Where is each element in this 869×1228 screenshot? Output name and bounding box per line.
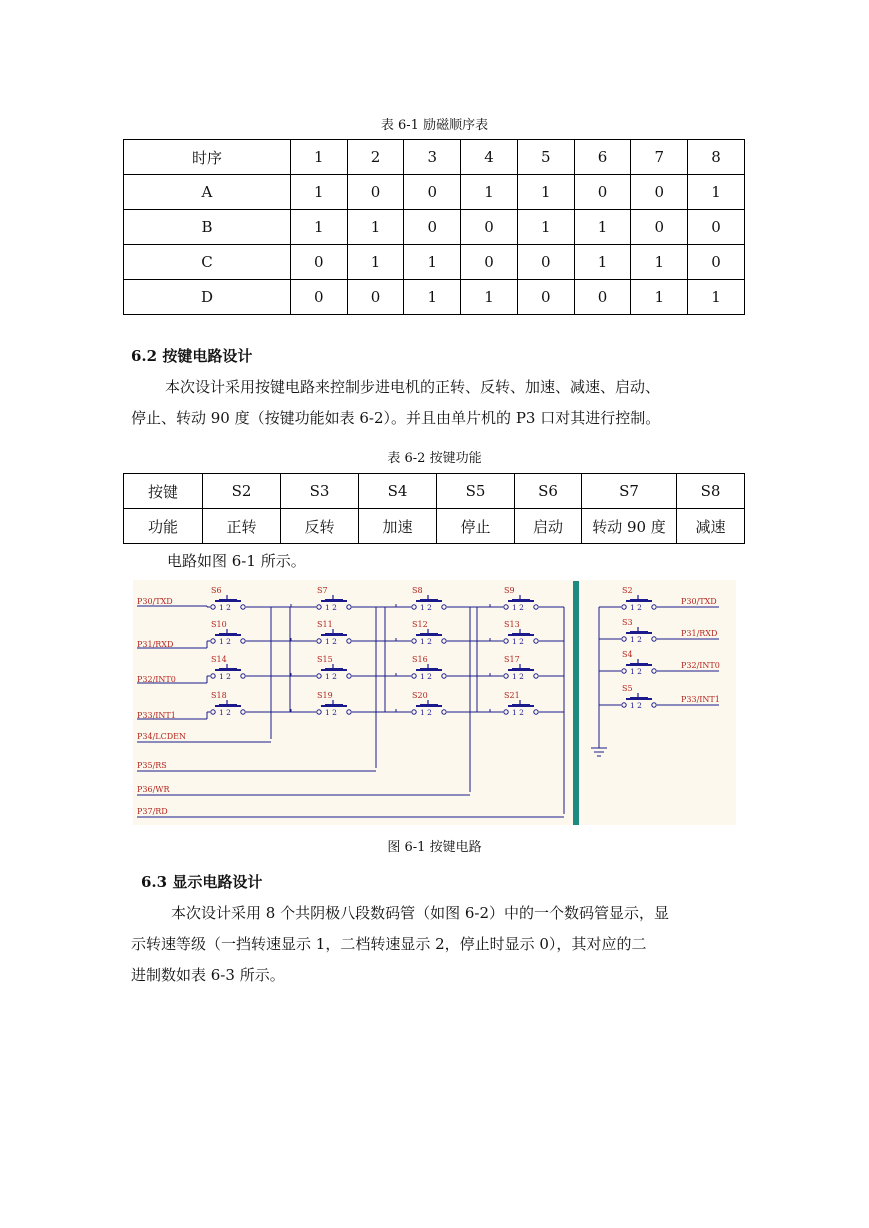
switch-contact: [215, 705, 241, 707]
paragraph-line: 示转速等级（一挡转速显示 1，二档转速显示 2，停止时显示 0），其对应的二: [131, 935, 647, 953]
table-cell: S8: [677, 474, 745, 509]
table-cell: 6: [574, 140, 631, 175]
table-row: [124, 140, 745, 175]
switch-label: S6: [211, 586, 222, 595]
table-cell: 0: [461, 245, 518, 280]
pin-numbers: 1 2: [325, 603, 337, 612]
switch-contact: [321, 600, 347, 602]
pin-numbers: 1 2: [512, 603, 524, 612]
switch-contact: [626, 698, 652, 700]
switch-label: S8: [412, 586, 423, 595]
pin-label: P33/INT1: [137, 711, 176, 720]
table-cell: 0: [574, 280, 631, 315]
switch-label: S19: [317, 691, 333, 700]
key-circuit-diagram: [133, 580, 736, 825]
switch-label: S21: [504, 691, 520, 700]
switch-label: S9: [504, 586, 515, 595]
pin-numbers: 1 2: [325, 672, 337, 681]
switch-label: S18: [211, 691, 227, 700]
switch-contact: [321, 634, 347, 636]
switch-label: S5: [622, 684, 633, 693]
table1-caption: 表 6-1 励磁顺序表: [380, 118, 489, 133]
table-cell: 0: [574, 175, 631, 210]
switch-contact: [416, 600, 442, 602]
pin-numbers: 1 2: [325, 708, 337, 717]
table-cell: 反转: [281, 509, 359, 544]
switch-contact: [321, 669, 347, 671]
switch-contact: [508, 669, 534, 671]
pin-numbers: 1 2: [630, 701, 642, 710]
table-row: [124, 280, 745, 315]
divider-bar: [573, 581, 579, 825]
switch-label: S11: [317, 620, 333, 629]
pin-label: P36/WR: [137, 785, 170, 794]
table-cell: 0: [517, 245, 574, 280]
pin-label: P31/RXD: [681, 629, 718, 638]
paragraph-line: 停止、转动 90 度（按键功能如表 6-2）。并且由单片机的 P3 口对其进行控制。: [131, 409, 661, 427]
switch-contact: [508, 600, 534, 602]
table-cell: 2: [347, 140, 404, 175]
table-cell: S2: [203, 474, 281, 509]
switch-label: S20: [412, 691, 428, 700]
switch-label: S17: [504, 655, 520, 664]
table-cell: 1: [290, 210, 347, 245]
figure-caption: 图 6-1 按键电路: [387, 840, 482, 855]
table-row: [124, 175, 745, 210]
switch-contact: [215, 634, 241, 636]
section-heading-6-3: 6.3 显示电路设计: [141, 873, 263, 891]
switch-label: S12: [412, 620, 428, 629]
pin-label: P30/TXD: [137, 597, 173, 606]
pin-label: P37/RD: [137, 807, 168, 816]
table-cell: B: [124, 210, 291, 245]
paragraph-line: 进制数如表 6-3 所示。: [131, 966, 285, 984]
pin-numbers: 1 2: [512, 708, 524, 717]
table-cell: 0: [461, 210, 518, 245]
diagram-background: [133, 580, 736, 825]
switch-label: S2: [622, 586, 633, 595]
switch-contact: [215, 600, 241, 602]
table-cell: 0: [688, 245, 745, 280]
switch-contact: [508, 705, 534, 707]
table-cell: 正转: [203, 509, 281, 544]
switch-label: S14: [211, 655, 227, 664]
pin-label: P34/LCDEN: [137, 732, 186, 741]
table-cell: 1: [688, 175, 745, 210]
table-cell: 1: [517, 175, 574, 210]
table-cell: 0: [347, 175, 404, 210]
table-cell: 转动 90 度: [582, 509, 677, 544]
pin-label: P32/INT0: [137, 675, 176, 684]
switch-contact: [508, 634, 534, 636]
table-cell: 减速: [677, 509, 745, 544]
excitation-sequence-table: [123, 139, 745, 315]
table-row: [124, 474, 745, 509]
pin-numbers: 1 2: [325, 637, 337, 646]
switch-contact: [626, 600, 652, 602]
table-cell: S4: [359, 474, 437, 509]
table-cell: 1: [688, 280, 745, 315]
pin-numbers: 1 2: [420, 603, 432, 612]
table-cell: 8: [688, 140, 745, 175]
section-heading-6-2: 6.2 按键电路设计: [131, 347, 253, 365]
table-cell: S5: [437, 474, 515, 509]
table-cell: S3: [281, 474, 359, 509]
pin-numbers: 1 2: [420, 708, 432, 717]
table-cell: 0: [404, 175, 461, 210]
table-cell: 1: [461, 280, 518, 315]
table-cell: 0: [290, 280, 347, 315]
table-cell: 按键: [124, 474, 203, 509]
switch-contact: [626, 664, 652, 666]
table-cell: 0: [347, 280, 404, 315]
table-row: [124, 509, 745, 544]
table-cell: 1: [404, 245, 461, 280]
table-cell: 1: [631, 245, 688, 280]
paragraph-line: 本次设计采用按键电路来控制步进电机的正转、反转、加速、减速、启动、: [165, 378, 661, 396]
pin-numbers: 1 2: [512, 637, 524, 646]
key-function-table: [123, 473, 745, 544]
table-cell: 5: [517, 140, 574, 175]
table-cell: 1: [517, 210, 574, 245]
pin-numbers: 1 2: [219, 708, 231, 717]
pin-numbers: 1 2: [512, 672, 524, 681]
pin-label: P30/TXD: [681, 597, 717, 606]
table-cell: 功能: [124, 509, 203, 544]
switch-contact: [626, 632, 652, 634]
table-cell: 停止: [437, 509, 515, 544]
pin-label: P33/INT1: [681, 695, 720, 704]
table-cell: 1: [631, 280, 688, 315]
table-row: [124, 245, 745, 280]
table-cell: 时序: [124, 140, 291, 175]
table-cell: 1: [574, 210, 631, 245]
pin-numbers: 1 2: [420, 637, 432, 646]
pin-numbers: 1 2: [420, 672, 432, 681]
table-cell: 0: [290, 245, 347, 280]
switch-label: S4: [622, 650, 633, 659]
table-row: [124, 210, 745, 245]
pin-label: P35/RS: [137, 761, 167, 770]
table-cell: 3: [404, 140, 461, 175]
table-cell: 0: [631, 175, 688, 210]
table-cell: D: [124, 280, 291, 315]
switch-label: S16: [412, 655, 428, 664]
table-cell: 0: [688, 210, 745, 245]
table-cell: 1: [461, 175, 518, 210]
paragraph-line: 本次设计采用 8 个共阴极八段数码管（如图 6-2）中的一个数码管显示，显: [171, 904, 670, 922]
pin-label: P31/RXD: [137, 640, 174, 649]
table-cell: 0: [631, 210, 688, 245]
switch-label: S7: [317, 586, 328, 595]
pin-numbers: 1 2: [219, 637, 231, 646]
table-cell: 0: [517, 280, 574, 315]
pin-numbers: 1 2: [630, 667, 642, 676]
table-cell: 0: [404, 210, 461, 245]
pin-numbers: 1 2: [630, 603, 642, 612]
table-cell: 1: [574, 245, 631, 280]
switch-contact: [416, 669, 442, 671]
table-cell: 1: [290, 175, 347, 210]
switch-contact: [321, 705, 347, 707]
pin-numbers: 1 2: [219, 672, 231, 681]
table-cell: 1: [347, 245, 404, 280]
switch-label: S13: [504, 620, 520, 629]
switch-label: S10: [211, 620, 227, 629]
pin-label: P32/INT0: [681, 661, 720, 670]
pin-numbers: 1 2: [630, 635, 642, 644]
table-cell: 1: [290, 140, 347, 175]
table-cell: 启动: [515, 509, 582, 544]
switch-contact: [416, 634, 442, 636]
table-cell: 7: [631, 140, 688, 175]
table-cell: A: [124, 175, 291, 210]
switch-contact: [215, 669, 241, 671]
table-cell: S6: [515, 474, 582, 509]
table2-caption: 表 6-2 按键功能: [387, 451, 482, 466]
table-cell: S7: [582, 474, 677, 509]
switch-contact: [416, 705, 442, 707]
table-cell: 加速: [359, 509, 437, 544]
switch-label: S3: [622, 618, 633, 627]
table-cell: 4: [461, 140, 518, 175]
table-cell: 1: [404, 280, 461, 315]
circuit-intro-text: 电路如图 6-1 所示。: [167, 552, 306, 570]
table-cell: 1: [347, 210, 404, 245]
switch-label: S15: [317, 655, 333, 664]
table-cell: C: [124, 245, 291, 280]
pin-numbers: 1 2: [219, 603, 231, 612]
